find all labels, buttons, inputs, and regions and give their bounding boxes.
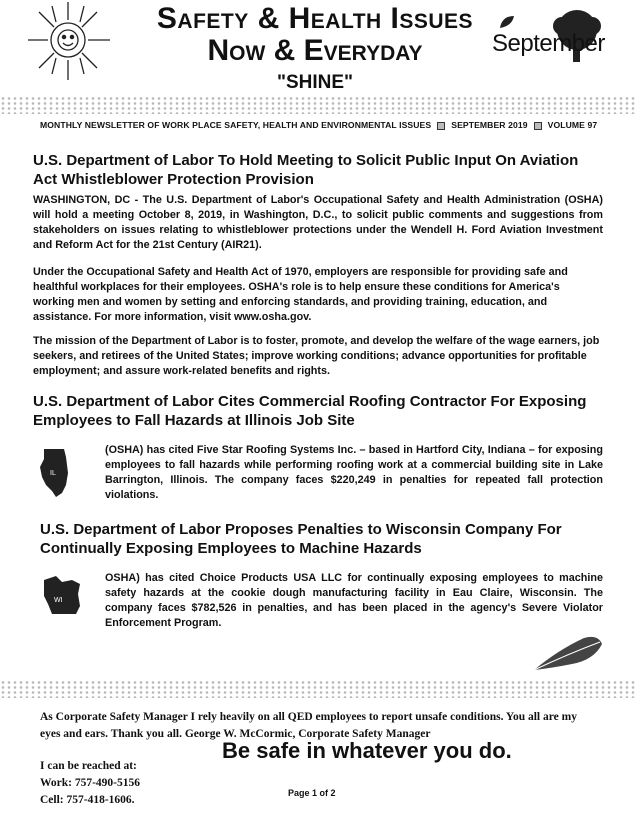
- wisconsin-label: WI: [54, 597, 63, 604]
- safety-manager-note: As Corporate Safety Manager I rely heavily on all QED employees to report unsafe conditions. You all are my eyes and ears. Thank you all. George W. McCormic, Corporate Safety Manager: [40, 711, 577, 740]
- contact-intro: I can be reached at:: [40, 760, 137, 772]
- small-leaf-icon: [498, 14, 516, 30]
- slogan: Be safe in whatever you do.: [222, 738, 512, 763]
- article2-body: (OSHA) has cited Five Star Roofing Systems Inc. – based in Hartford City, Indiana – for exposing employees to fall hazards while performing roofing work at a commercial building site in Lake Barrington, Illinois. The company faces $220,249 in penalties for repeated fall protection violations.: [105, 444, 603, 501]
- decorative-band-top: [0, 96, 635, 114]
- bullet-square-icon: [534, 122, 542, 130]
- article1-paragraph2: Under the Occupational Safety and Health Act of 1970, employers are responsible for providing safe and healthful workplaces for their employees. OSHA's role is to help ensure these conditions for America's working men and women by setting and enforcing standards, and providing training, education, and assistance. For more information, visit www.osha.gov.: [33, 266, 568, 323]
- contact-info: [40, 758, 140, 809]
- strip-date: SEPTEMBER 2019: [451, 120, 528, 130]
- article3-headline: U.S. Department of Labor Proposes Penalties to Wisconsin Company For Continually Exposing Employees to Machine Hazards: [40, 521, 562, 557]
- illinois-map-icon: [38, 447, 72, 499]
- illinois-label: IL: [50, 470, 56, 477]
- bullet-square-icon: [437, 122, 445, 130]
- work-phone: Work: 757-490-5156: [40, 777, 140, 789]
- article1-paragraph3: The mission of the Department of Labor is to foster, promote, and develop the welfare of the wage earners, job seekers, and retirees of the United States; improve working conditions; advance opportunities for profitable employment; and assure work-related benefits and rights.: [33, 335, 600, 377]
- article3-body: OSHA) has cited Choice Products USA LLC for continually exposing employees to machine safety hazards at the cookie dough manufacturing facility in Eau Claire, Wisconsin. The company faces $782,526 in penalties, and has been placed in the agency's Severe Violator Enforcement Program.: [105, 572, 603, 629]
- cell-phone: Cell: 757-418-1606.: [40, 794, 135, 806]
- month-label: September: [492, 30, 605, 57]
- page-number: Page 1 of 2: [288, 788, 336, 798]
- strip-label: MONTHLY NEWSLETTER OF WORK PLACE SAFETY, HEALTH AND ENVIRONMENTAL ISSUES: [40, 120, 432, 130]
- newsletter-title-line1: Safety & Health Issues: [156, 2, 474, 35]
- newsletter-acronym: "SHINE": [276, 72, 354, 93]
- sun-logo-icon: [22, 0, 114, 82]
- strip-volume: VOLUME 97: [547, 120, 598, 130]
- article1-headline: U.S. Department of Labor To Hold Meeting to Solicit Public Input On Aviation Act Whistleblower Protection Provision: [33, 152, 579, 188]
- decorative-band-bottom: [0, 680, 635, 698]
- newsletter-title-line2: Now & Everyday: [207, 34, 423, 67]
- wisconsin-map-icon: [40, 574, 86, 616]
- article2-headline: U.S. Department of Labor Cites Commercial Roofing Contractor For Exposing Employees to Fall Hazards at Illinois Job Site: [33, 393, 587, 429]
- autumn-leaf-icon: [528, 630, 608, 676]
- info-strip: [40, 120, 600, 130]
- article1-paragraph1: WASHINGTON, DC - The U.S. Department of Labor's Occupational Safety and Health Administration (OSHA) will hold a meeting October 8, 2019, in Washington, D.C., to solicit public comments and suggestions from stakeholders on issues relating to whistleblower protections under the Wendell H. Ford Aviation Investment and Reform Act for the 21st Century (AIR21).: [33, 194, 603, 251]
